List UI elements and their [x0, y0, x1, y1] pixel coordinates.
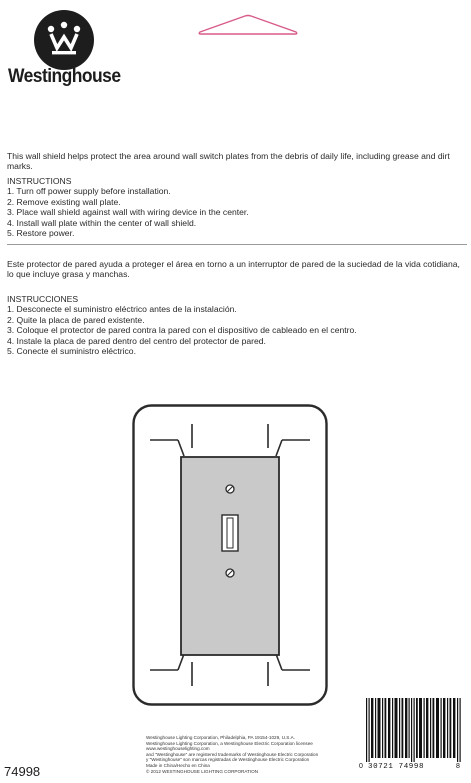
spanish-instructions — [7, 294, 427, 356]
spanish-steps — [7, 304, 427, 356]
section-divider — [7, 244, 467, 245]
english-step: 3. Place wall shield against wall with wiring device in the center. — [7, 207, 249, 218]
legal-line: y "Westinghouse" son marcas registradas de Westinghouse Electric Corporation — [146, 757, 310, 763]
english-step: 5. Restore power. — [7, 228, 75, 239]
barcode-digits: 30721 74998 — [368, 763, 425, 771]
legal-line: Westinghouse Lighting Corporation, Philadelphia, PA 19154-1029, U.S.A. — [146, 735, 295, 740]
legal-line: Westinghouse Lighting Corporation, a Westinghouse Electric Corporation licensee — [146, 740, 313, 746]
hang-tab-outline — [196, 13, 300, 37]
spanish-step: 1. Desconecte el suministro eléctrico antes de la instalación. — [7, 304, 237, 315]
english-step: 2. Remove existing wall plate. — [7, 196, 121, 207]
barcode-bars — [358, 698, 468, 762]
spanish-step: 2. Quite la placa de pared existente. — [7, 314, 145, 325]
legal-line: Made in China/Hecho en China — [146, 762, 210, 768]
spanish-step: 5. Conecte el suministro eléctrico. — [7, 346, 136, 357]
legal-line: and "Westinghouse" are registered trademarks of Westinghouse Electric Corporation — [146, 751, 319, 757]
legal-line: www.westinghouselighting.com — [146, 746, 210, 752]
barcode-left-digit: 0 — [359, 763, 363, 770]
english-step: 1. Turn off power supply before installation. — [7, 186, 171, 197]
english-instructions-title: INSTRUCTIONS — [7, 176, 72, 186]
wall-shield-illustration — [132, 404, 328, 706]
english-steps — [7, 186, 407, 238]
english-instructions — [7, 176, 407, 238]
english-step: 4. Install wall plate within the center of wall shield. — [7, 217, 197, 228]
screw-icon — [226, 569, 234, 577]
legal-line: © 2012 WESTINGHOUSE LIGHTING CORPORATION — [146, 768, 259, 774]
legal-text — [146, 735, 356, 774]
spanish-step: 3. Coloque el protector de pared contra la pared con el dispositivo de cableado en el centro. — [7, 325, 357, 336]
spanish-intro: Este protector de pared ayuda a proteger el área en torno a un interruptor de pared de la suciedad de la vida cotidiana, lo que incluye grasa y manchas. — [7, 259, 460, 280]
spanish-instructions-title: INSTRUCCIONES — [7, 294, 79, 304]
spanish-step: 4. Instale la placa de pared dentro del centro del protector de pared. — [7, 335, 266, 346]
english-intro: This wall shield helps protect the area around wall switch plates from the debris of daily life, including grease and dirt marks. — [7, 151, 450, 172]
sku-number: 74998 — [4, 764, 41, 779]
w-logo-icon — [34, 10, 94, 70]
barcode-right-digit: 8 — [456, 763, 460, 770]
westinghouse-logo — [34, 10, 94, 70]
screw-icon — [226, 485, 234, 493]
brand-name: Westinghouse — [8, 66, 121, 87]
